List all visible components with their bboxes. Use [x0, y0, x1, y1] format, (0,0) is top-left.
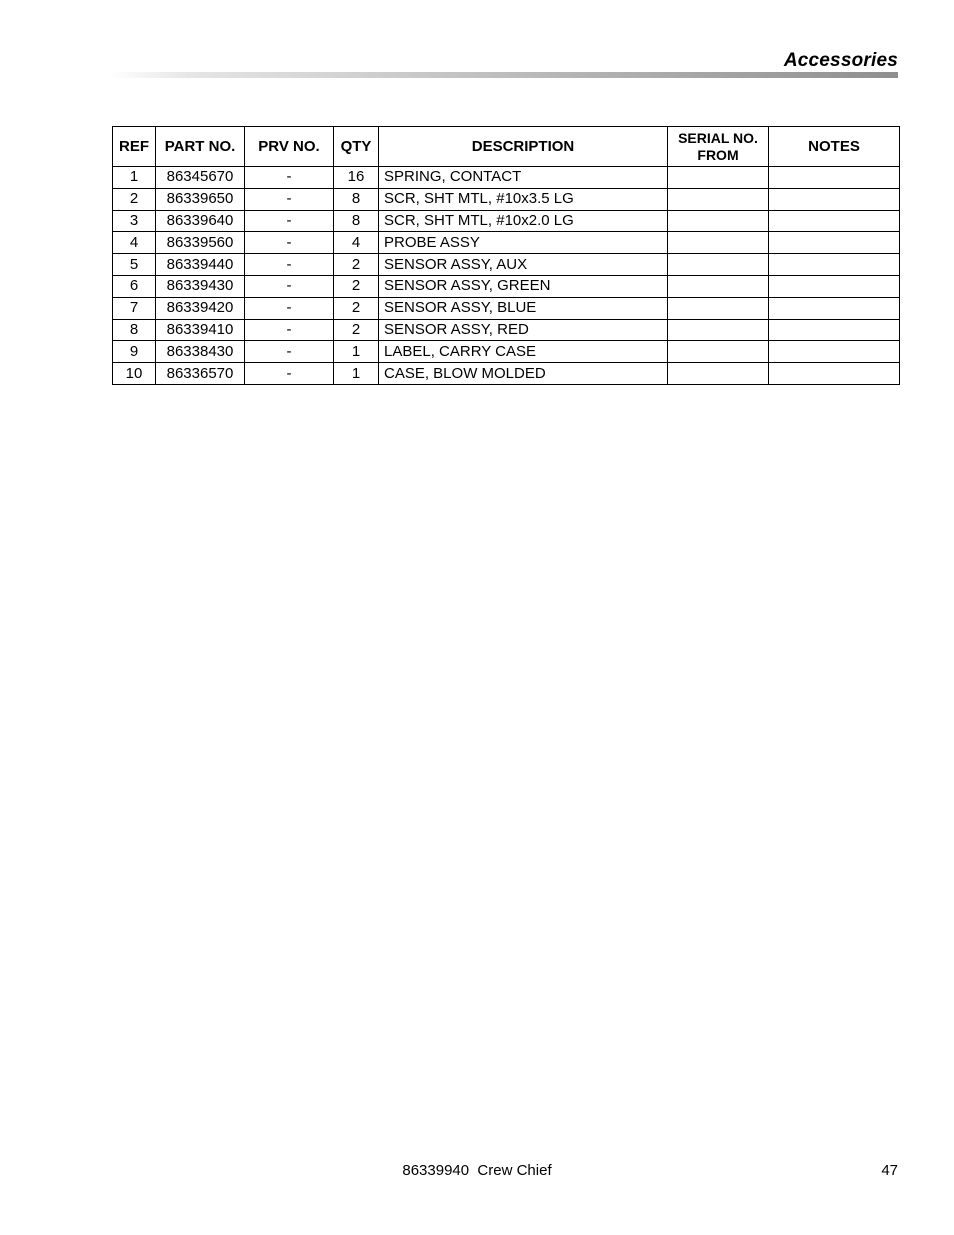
table-row	[113, 341, 900, 363]
cell-ref: 8	[113, 319, 156, 341]
cell-part-no: 86336570	[156, 363, 245, 385]
table-row	[113, 210, 900, 232]
cell-serial-from	[668, 341, 769, 363]
cell-serial-from	[668, 188, 769, 210]
cell-part-no: 86339410	[156, 319, 245, 341]
table-row	[113, 363, 900, 385]
cell-prv-no: -	[245, 341, 334, 363]
cell-description: SENSOR ASSY, AUX	[379, 254, 668, 276]
cell-prv-no: -	[245, 363, 334, 385]
header-part-no: PART NO.	[156, 127, 245, 167]
cell-description: SCR, SHT MTL, #10x3.5 LG	[379, 188, 668, 210]
cell-ref: 3	[113, 210, 156, 232]
cell-part-no: 86339440	[156, 254, 245, 276]
cell-ref: 7	[113, 297, 156, 319]
cell-description: SPRING, CONTACT	[379, 167, 668, 189]
cell-prv-no: -	[245, 232, 334, 254]
cell-part-no: 86339640	[156, 210, 245, 232]
cell-part-no: 86339560	[156, 232, 245, 254]
cell-part-no: 86339650	[156, 188, 245, 210]
cell-ref: 6	[113, 275, 156, 297]
cell-qty: 8	[334, 188, 379, 210]
cell-ref: 1	[113, 167, 156, 189]
cell-ref: 10	[113, 363, 156, 385]
cell-qty: 2	[334, 254, 379, 276]
cell-serial-from	[668, 167, 769, 189]
cell-notes	[769, 254, 900, 276]
cell-qty: 1	[334, 363, 379, 385]
cell-qty: 2	[334, 275, 379, 297]
cell-part-no: 86345670	[156, 167, 245, 189]
cell-prv-no: -	[245, 297, 334, 319]
cell-notes	[769, 275, 900, 297]
header-qty: QTY	[334, 127, 379, 167]
cell-prv-no: -	[245, 210, 334, 232]
cell-description: SENSOR ASSY, GREEN	[379, 275, 668, 297]
header-description: DESCRIPTION	[379, 127, 668, 167]
cell-prv-no: -	[245, 167, 334, 189]
cell-qty: 16	[334, 167, 379, 189]
table-row	[113, 297, 900, 319]
cell-description: SENSOR ASSY, RED	[379, 319, 668, 341]
cell-serial-from	[668, 275, 769, 297]
cell-serial-from	[668, 210, 769, 232]
header-ref: REF	[113, 127, 156, 167]
cell-prv-no: -	[245, 188, 334, 210]
cell-description: SENSOR ASSY, BLUE	[379, 297, 668, 319]
cell-notes	[769, 297, 900, 319]
cell-prv-no: -	[245, 319, 334, 341]
cell-notes	[769, 167, 900, 189]
cell-notes	[769, 363, 900, 385]
cell-notes	[769, 341, 900, 363]
cell-serial-from	[668, 254, 769, 276]
header-prv-no: PRV NO.	[245, 127, 334, 167]
cell-part-no: 86339420	[156, 297, 245, 319]
cell-qty: 8	[334, 210, 379, 232]
cell-qty: 2	[334, 297, 379, 319]
header-serial-from	[668, 127, 769, 167]
cell-description: CASE, BLOW MOLDED	[379, 363, 668, 385]
cell-part-no: 86338430	[156, 341, 245, 363]
cell-ref: 9	[113, 341, 156, 363]
table-row	[113, 319, 900, 341]
table-header-row	[113, 127, 900, 167]
table-row	[113, 188, 900, 210]
section-title: Accessories	[783, 50, 898, 71]
page-number: 47	[881, 1162, 898, 1179]
cell-ref: 5	[113, 254, 156, 276]
cell-qty: 1	[334, 341, 379, 363]
cell-notes	[769, 188, 900, 210]
header-notes: NOTES	[769, 127, 900, 167]
header-serial-from-label: SERIAL NO. FROM	[678, 129, 758, 163]
cell-qty: 2	[334, 319, 379, 341]
cell-prv-no: -	[245, 275, 334, 297]
cell-part-no: 86339430	[156, 275, 245, 297]
cell-qty: 4	[334, 232, 379, 254]
cell-description: PROBE ASSY	[379, 232, 668, 254]
cell-description: SCR, SHT MTL, #10x2.0 LG	[379, 210, 668, 232]
cell-ref: 4	[113, 232, 156, 254]
table-body	[113, 167, 900, 385]
table-row	[113, 254, 900, 276]
footer-doc-label: 86339940 Crew Chief	[402, 1162, 552, 1179]
cell-ref: 2	[113, 188, 156, 210]
cell-notes	[769, 319, 900, 341]
cell-serial-from	[668, 319, 769, 341]
table-row	[113, 167, 900, 189]
parts-table	[112, 126, 900, 385]
cell-serial-from	[668, 297, 769, 319]
table-row	[113, 232, 900, 254]
cell-serial-from	[668, 232, 769, 254]
cell-description: LABEL, CARRY CASE	[379, 341, 668, 363]
table-row	[113, 275, 900, 297]
cell-serial-from	[668, 363, 769, 385]
cell-prv-no: -	[245, 254, 334, 276]
cell-notes	[769, 232, 900, 254]
cell-notes	[769, 210, 900, 232]
header-rule	[110, 72, 898, 78]
